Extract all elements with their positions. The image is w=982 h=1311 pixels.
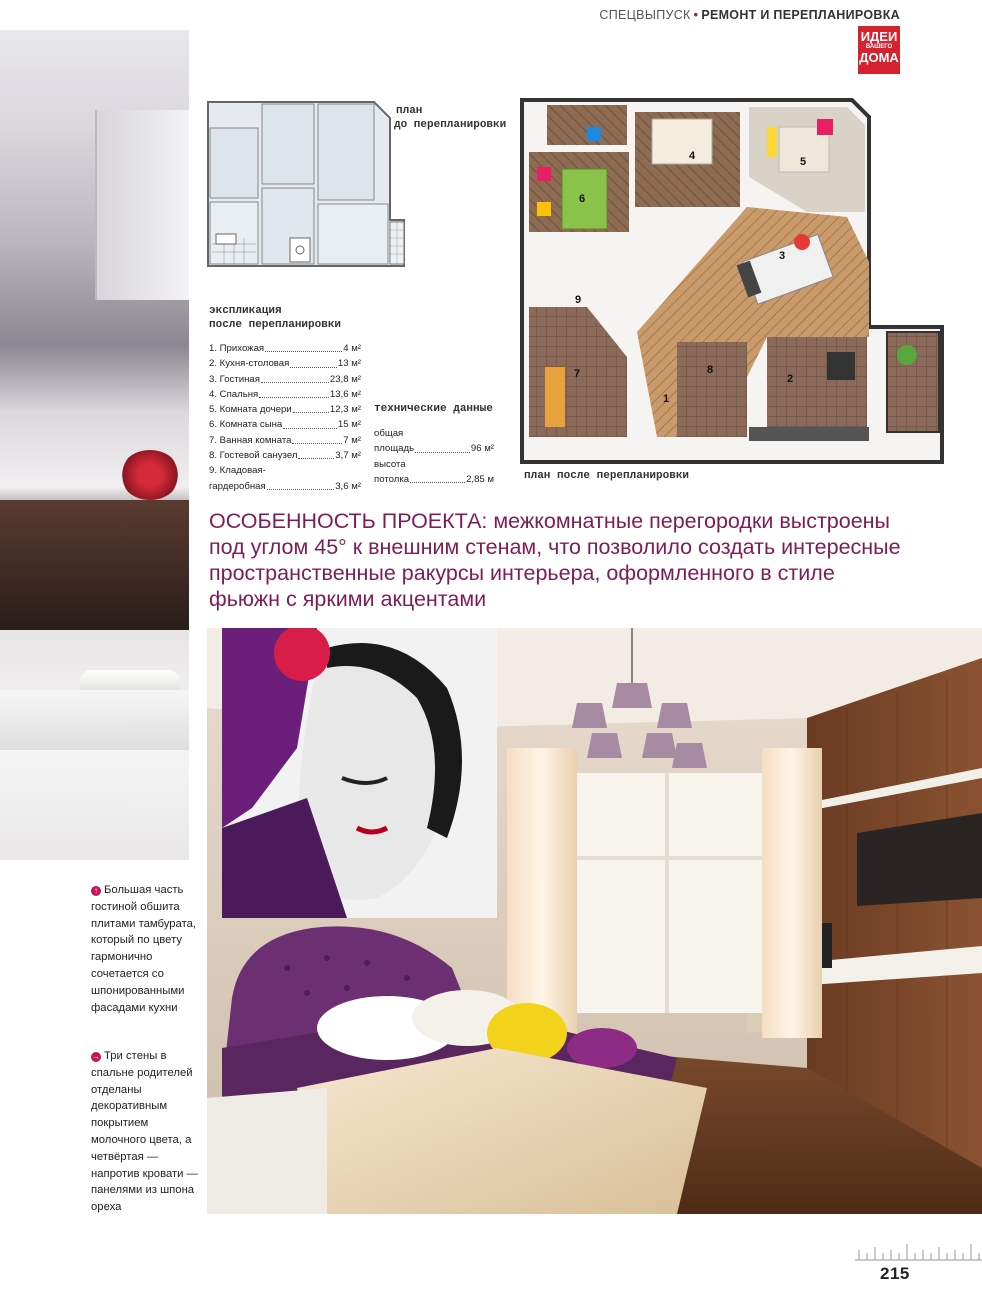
room-name: 6. Комната сына — [209, 419, 283, 431]
room-name: 3. Гостиная — [209, 373, 260, 385]
bedroom-photo — [207, 628, 982, 1214]
room-label-9: 9 — [575, 294, 582, 306]
height-label-line1: высота — [374, 458, 406, 470]
tech-data-title: технические данные — [374, 403, 493, 415]
kitchen-photo — [0, 30, 189, 860]
header-separator: • — [693, 8, 699, 22]
room-area: 12,3 м² — [329, 404, 361, 416]
list-item — [209, 372, 361, 387]
flowers — [120, 450, 180, 500]
room-label-8: 8 — [707, 364, 714, 376]
list-item — [209, 341, 361, 356]
room-name: 1. Прихожая — [209, 343, 265, 354]
room-label-5: 5 — [800, 156, 807, 168]
logo-word-1: ИДЕИ — [860, 29, 898, 44]
caption-bedroom — [91, 1048, 203, 1216]
caption-text: Большая часть гостиной обшита плитами тамбурата, который по цвету гармонично сочетается со шпонированными фасадами кухни — [91, 884, 197, 1014]
floor-plan-before — [204, 98, 409, 268]
white-tray — [0, 690, 189, 750]
page-number: 215 — [880, 1264, 910, 1283]
tech-data-list — [374, 426, 494, 487]
explication-title-line2: после перепланировки — [209, 319, 342, 332]
page-ruler — [855, 1241, 982, 1261]
topic-label: РЕМОНТ И ПЕРЕПЛАНИРОВКА — [701, 8, 900, 22]
explication-title — [209, 304, 341, 333]
area-label-line2: площадь — [374, 443, 415, 455]
room-label-2: 2 — [787, 373, 794, 385]
section-label: СПЕЦВЫПУСК — [599, 8, 691, 22]
arrow-up-icon: ↑ — [91, 886, 101, 896]
room-label-1: 1 — [663, 393, 670, 405]
room-name: 4. Спальня — [209, 388, 259, 400]
list-item — [209, 356, 361, 371]
caption-living-room — [91, 882, 203, 1016]
room-label-6: 6 — [579, 193, 586, 205]
kitchen-cabinet — [95, 110, 189, 300]
plan-before-title — [394, 104, 506, 133]
room-label-3: 3 — [779, 250, 786, 262]
room-name: 7. Ванная комната — [209, 434, 292, 446]
room-name-line1: 9. Кладовая- — [209, 465, 266, 477]
room-area: 13,6 м² — [329, 388, 361, 400]
explication-title-line1: экспликация — [209, 305, 282, 317]
room-area: 13 м² — [337, 358, 361, 370]
room-label-7: 7 — [574, 368, 581, 380]
arrow-right-icon: → — [92, 1052, 100, 1061]
plan-after-title: план после перепланировки — [524, 470, 690, 482]
room-area: 15 м² — [337, 419, 361, 431]
room-label-4: 4 — [689, 150, 696, 162]
height-label-line2: потолка — [374, 473, 410, 485]
kitchen-counter — [0, 500, 189, 630]
caption-text: Три стены в спальне родителей отделаны декоративным покрытием молочного цвета, а четвёртая — напротив кровати — панелями из шпона ореха — [91, 1050, 198, 1214]
room-area: 3,6 м² — [335, 480, 361, 492]
list-item — [209, 387, 361, 402]
list-item — [209, 463, 361, 494]
feature-text: межкомнатные перегородки выстроены под углом 45° к внешним стенам, что позволило создать интересные пространственные ракурсы интерьера, оформленного в стиле фьюжн с яркими акцентами — [209, 509, 901, 611]
room-area: 23,8 м² — [329, 373, 361, 385]
magazine-logo — [858, 26, 900, 74]
feature-lead: ОСОБЕННОСТЬ ПРОЕКТА: — [209, 509, 488, 533]
area-label-line1: общая — [374, 428, 404, 439]
room-name: 5. Комната дочери — [209, 404, 292, 416]
list-item — [209, 402, 361, 417]
plan-before-title-line1: план — [396, 105, 423, 117]
running-header — [599, 8, 900, 22]
list-item — [209, 448, 361, 463]
room-area: 3,7 м² — [335, 450, 361, 462]
logo-word-3: ДОМА — [859, 50, 899, 65]
room-area: 7 м² — [343, 434, 361, 446]
project-feature — [209, 508, 909, 612]
room-name: 8. Гостевой санузел — [209, 450, 298, 462]
list-item — [209, 433, 361, 448]
room-name: 2. Кухня-столовая — [209, 358, 290, 370]
logo-word-2: ВАШЕГО — [865, 44, 893, 50]
area-value: 96 м² — [470, 443, 494, 455]
floor-plan-after — [517, 97, 947, 465]
plan-before-title-line2: до перепланировки — [394, 119, 507, 132]
list-item — [209, 417, 361, 432]
explication-list — [209, 341, 361, 494]
room-area: 4 м² — [343, 343, 361, 354]
room-name-line2: гардеробная — [209, 480, 266, 492]
height-value: 2,85 м — [466, 473, 494, 485]
